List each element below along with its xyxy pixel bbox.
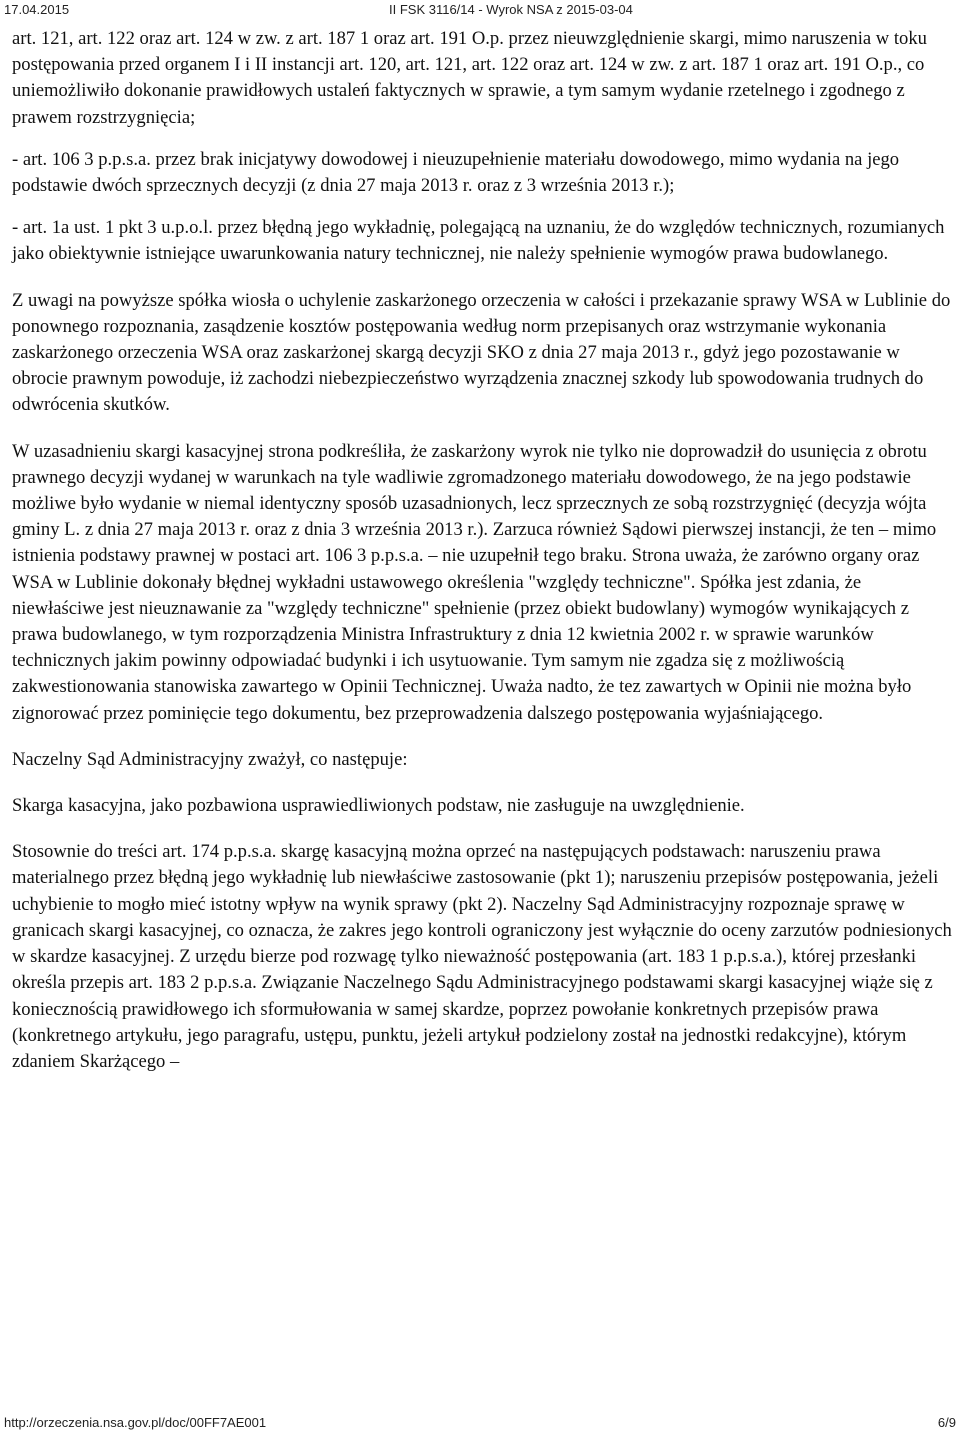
page-footer	[0, 1413, 960, 1433]
paragraph-charges-procedure: art. 121, art. 122 oraz art. 124 w zw. z art. 187 1 oraz art. 191 O.p. przez nieuwzględnienie skargi, mimo naruszenia w toku postępowania przed organem I i II instancji art. 120, art. 121, art. 122 oraz art. 124 w zw. z art. 187 1 oraz art. 191 O.p., co uniemożliwiło dokonanie prawidłowych ustaleń faktycznych w sprawie, a tym samym wydanie rzetelnego i zgodnego z prawem rozstrzygnięcia;	[12, 28, 927, 128]
paragraph-court-considered: Naczelny Sąd Administracyjny zważył, co następuje:	[12, 748, 408, 770]
print-date: 17.04.2015	[4, 2, 70, 17]
page-header	[0, 0, 960, 20]
page-number: 6/9	[937, 1415, 956, 1430]
paragraph-legal-basis: Stosownie do treści art. 174 p.p.s.a. skargę kasacyjną można oprzeć na następujących podstawach: naruszeniu prawa materialnego przez błędną jego wykładnię lub niewłaściwe zastosowanie (pkt 1); naruszeniu przepisów postępowania, jeżeli uchybienie to mogło mieć istotny wpływ na wynik sprawy (pkt 2). Naczelny Sąd Administracyjny rozpoznaje sprawę w granicach skargi kasacyjnej, co oznacza, że zakres jego kontroli ograniczony jest wyłącznie do oceny zarzutów podniesionych w skardze kasacyjnej. Z urzędu bierze pod rozwagę tylko nieważność postępowania (art. 183 1 p.p.s.a.), której przesłanki określa przepis art. 183 2 p.p.s.a. Związanie Naczelnego Sądu Administracyjnego podstawami skargi kasacyjnej wiąże się z koniecznością prawidłowego ich sformułowania w samej skardze, poprzez powołanie konkretnych przepisów prawa (konkretnego artykułu, jego paragrafu, ustępu, punktu, jeżeli artykuł podzielony został na jednostki redakcyjne), którym zdaniem Skarżącego –	[12, 841, 952, 1072]
paragraph-ruling: Skarga kasacyjna, jako pozbawiona usprawiedliwionych podstaw, nie zasługuje na uwzględnienie.	[12, 795, 745, 817]
paragraph-charge-art-1a: - art. 1a ust. 1 pkt 3 u.p.o.l. przez błędną jego wykładnię, polegającą na uznaniu, że do względów technicznych, rozumianych jako obiektywnie istniejące uwarunkowania natury technicznej, nie należy spełnienie wymogów prawa budowlanego.	[12, 217, 945, 265]
source-url: http://orzeczenia.nsa.gov.pl/doc/00FF7AE001	[4, 1415, 267, 1430]
document-body	[12, 26, 952, 1075]
paragraph-justification: W uzasadnieniu skargi kasacyjnej strona podkreśliła, że zaskarżony wyrok nie tylko nie doprowadził do usunięcia z obrotu prawnego decyzji wydanej w warunkach na tyle wadliwie zgromadzonego materiału dowodowego, że na jego podstawie możliwe było wydanie w niemal identyczny sposób uzasadnionych, lecz sprzecznych ze sobą rozstrzygnięć (decyzja wójta gminy L. z dnia 27 maja 2013 r. oraz z dnia 3 września 2013 r.). Zarzuca również Sądowi pierwszej instancji, że ten – mimo istnienia podstawy prawnej w postaci art. 106 3 p.p.s.a. – nie uzupełnił tego braku. Strona uważa, że zarówno organy oraz WSA w Lublinie dokonały błędnej wykładni ustawowego określenia "względy techniczne". Spółka jest zdania, że niewłaściwe jest nieuznawanie za "względy techniczne" spełnienie (przez obiekt budowlany) wymogów wynikających z prawa budowlanego, w tym rozporządzenia Ministra Infrastruktury z dnia 12 kwietnia 2002 r. w sprawie warunków technicznych jakim powinny odpowiadać budynki i ich usytuowanie. Tym samym nie zgadza się z możliwością zakwestionowania stanowiska zawartego w Opinii Technicznej. Uważa nadto, że tez zawartych w Opinii nie można było zignorować przez pominięcie tego dokumentu, bez przeprowadzenia dalszego postępowania wyjaśniającego.	[12, 440, 937, 724]
paragraph-request: Z uwagi na powyższe spółka wiosła o uchylenie zaskarżonego orzeczenia w całości i przekazanie sprawy WSA w Lublinie do ponownego rozpoznania, zasądzenie kosztów postępowania według norm przepisanych oraz wstrzymanie wykonania zaskarżonego orzeczenia WSA oraz zaskarżonej skargą decyzji SKO z dnia 27 maja 2013 r., gdyż jego pozostawanie w obrocie prawnym powoduje, iż zachodzi niebezpieczeństwo wyrządzenia znacznej szkody lub spowodowania trudnych do odwrócenia skutków.	[12, 289, 951, 416]
paragraph-charge-art-106: - art. 106 3 p.p.s.a. przez brak inicjatywy dowodowej i nieuzupełnienie materiału dowodowego, mimo wydania na jego podstawie dwóch sprzecznych decyzji (z dnia 27 maja 2013 r. oraz z 3 września 2013 r.);	[12, 148, 900, 197]
document-title: II FSK 3116/14 - Wyrok NSA z 2015-03-04	[389, 2, 633, 17]
